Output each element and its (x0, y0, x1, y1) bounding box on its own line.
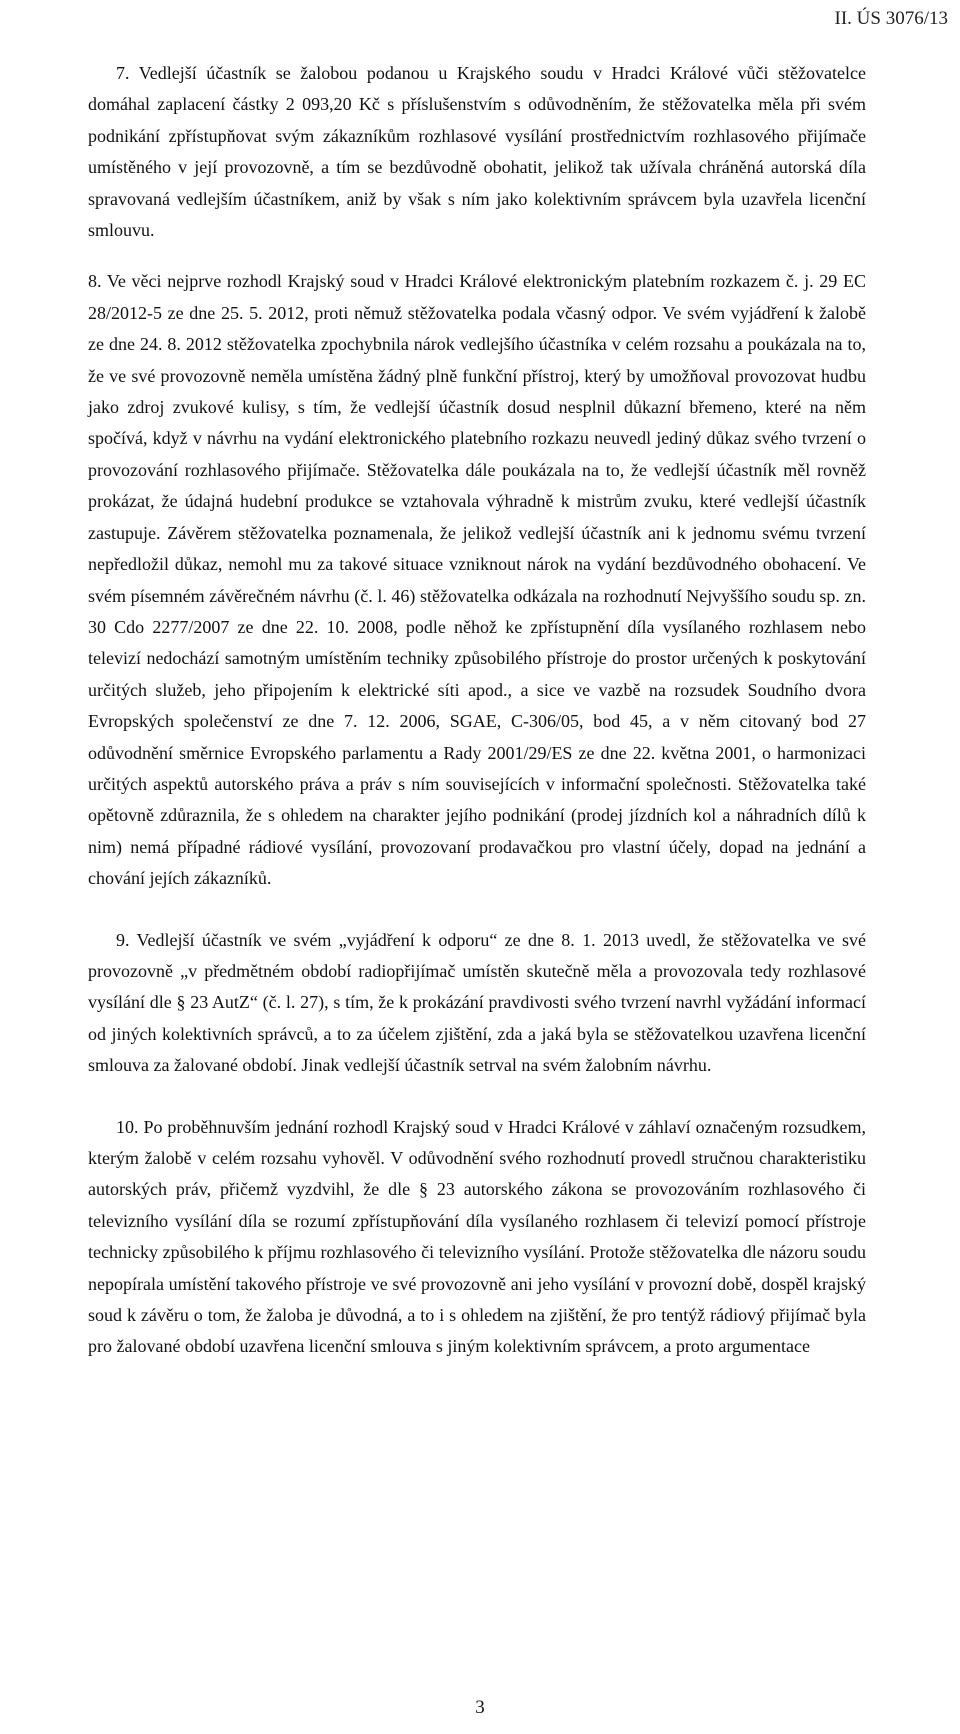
paragraph-9: 9. Vedlejší účastník ve svém „vyjádření k odporu“ ze dne 8. 1. 2013 uvedl, že stěžovatelka ve své provozovně „v předmětném období radiopřijímač umístěn skutečně měla a provozovala tedy rozhlasové vysílání dle § 23 AutZ“ (č. l. 27), s tím, že k prokázání pravdivosti svého tvrzení navrhl vyžádání informací od jiných kolektivních správců, a to za účelem zjištění, zda a jaká byla se stěžovatelkou uzavřena licenční smlouva za žalované období. Jinak vedlejší účastník setrval na svém žalobním návrhu. (88, 929, 866, 1076)
paragraph-7: 7. Vedlejší účastník se žalobou podanou u Krajského soudu v Hradci Králové vůči stěžovatelce domáhal zaplacení částky 2 093,20 Kč s příslušenstvím s odůvodněním, že stěžovatelka měla při svém podnikání zpřístupňovat svým zákazníkům rozhlasové vysílání prostřednictvím rozhlasového přijímače umístěného v její provozovně, a tím se bezdůvodně obohatit, jelikož tak užívala chráněná autorská díla spravovaná vedlejším účastníkem, aniž by však s ním jako kolektivním správcem byla uzavřela licenční smlouvu. (88, 63, 866, 241)
paragraph-spacer (88, 246, 866, 266)
paragraph-10: 10. Po proběhnuvším jednání rozhodl Krajský soud v Hradci Králové v záhlaví označeným rozsudkem, kterým žalobě v celém rozsahu vyhověl. V odůvodnění svého rozhodnutí provedl stručnou charakteristiku autorských práv, přičemž vyzdvihl, že dle § 23 autorského zákona se provozováním rozhlasového či televizního vysílání díla se rozumí zpřístupňování díla vysílaného rozhlasem či televizí pomocí přístroje technicky způsobilého k příjmu rozhlasového či televizního vysílání. Protože stěžovatelka dle názoru soudu nepopírala umístění takového přístroje ve své provozovně ani jeho vysílání v provozní době, dospěl krajský soud k závěru o tom, že žaloba je důvodná, a to i s ohledem na zjištění, že pro tentýž rádiový přijímač byla pro žalované období uzavřena licenční smlouva s jiným kolektivním správcem, a proto argumentace (88, 1116, 866, 1357)
case-reference: II. ÚS 3076/13 (834, 8, 948, 29)
paragraph-spacer (88, 895, 866, 925)
document-body (88, 58, 866, 1363)
paragraph-8: 8. Ve věci nejprve rozhodl Krajský soud v Hradci Králové elektronickým platebním rozkazem č. j. 29 EC 28/2012-5 ze dne 25. 5. 2012, proti němuž stěžovatelka podala včasný odpor. Ve svém vyjádření k žalobě ze dne 24. 8. 2012 stěžovatelka zpochybnila nárok vedlejšího účastníka v celém rozsahu a poukázala na to, že ve své provozovně neměla umístěna žádný plně funkční přístroj, který by umožňoval provozovat hudbu jako zdroj zvukové kulisy, s tím, že vedlejší účastník dosud nesplnil důkazní břemeno, které na něm spočívá, když v návrhu na vydání elektronického platebního rozkazu neuvedl jediný důkaz svého tvrzení o provozování rozhlasového přijímače. Stěžovatelka dále poukázala na to, že vedlejší účastník měl rovněž prokázat, že údajná hudební produkce se vztahovala výhradně k mistrům zvuku, které vedlejší účastník zastupuje. Závěrem stěžovatelka poznamenala, že jelikož vedlejší účastník ani k jednomu svému tvrzení nepředložil důkaz, nemohl mu za takové situace vzniknout nárok na vydání bezdůvodného obohacení. Ve svém písemném závěrečném návrhu (č. l. 46) stěžovatelka odkázala na rozhodnutí Nejvyššího soudu sp. zn. 30 Cdo 2277/2007 ze dne 22. 10. 2008, podle něhož ke zpřístupnění díla vysílaného rozhlasem nebo televizí nedochází samotným umístěním techniky způsobilého přístroje do prostor určených k poskytování určitých služeb, jeho připojením k elektrické síti apod., a sice ve vazbě na rozsudek Soudního dvora Evropských společenství ze dne 7. 12. 2006, SGAE, C-306/05, bod 45, a v něm citovaný bod 27 odůvodnění směrnice Evropského parlamentu a Rady 2001/29/ES ze dne 22. května 2001, o harmonizaci určitých aspektů autorského práva a práv s ním souvisejících v informační společnosti. Stěžovatelka také opětovně zdůraznila, že s ohledem na charakter jejího podnikání (prodej jízdních kol a náhradních dílů k nim) nemá případné rádiové vysílání, provozovaní prodavačkou pro vlastní účely, dopad na jednání a chování jejích zákazníků. (88, 271, 866, 889)
page-number: 3 (475, 1697, 485, 1718)
paragraph-spacer (88, 1082, 866, 1112)
